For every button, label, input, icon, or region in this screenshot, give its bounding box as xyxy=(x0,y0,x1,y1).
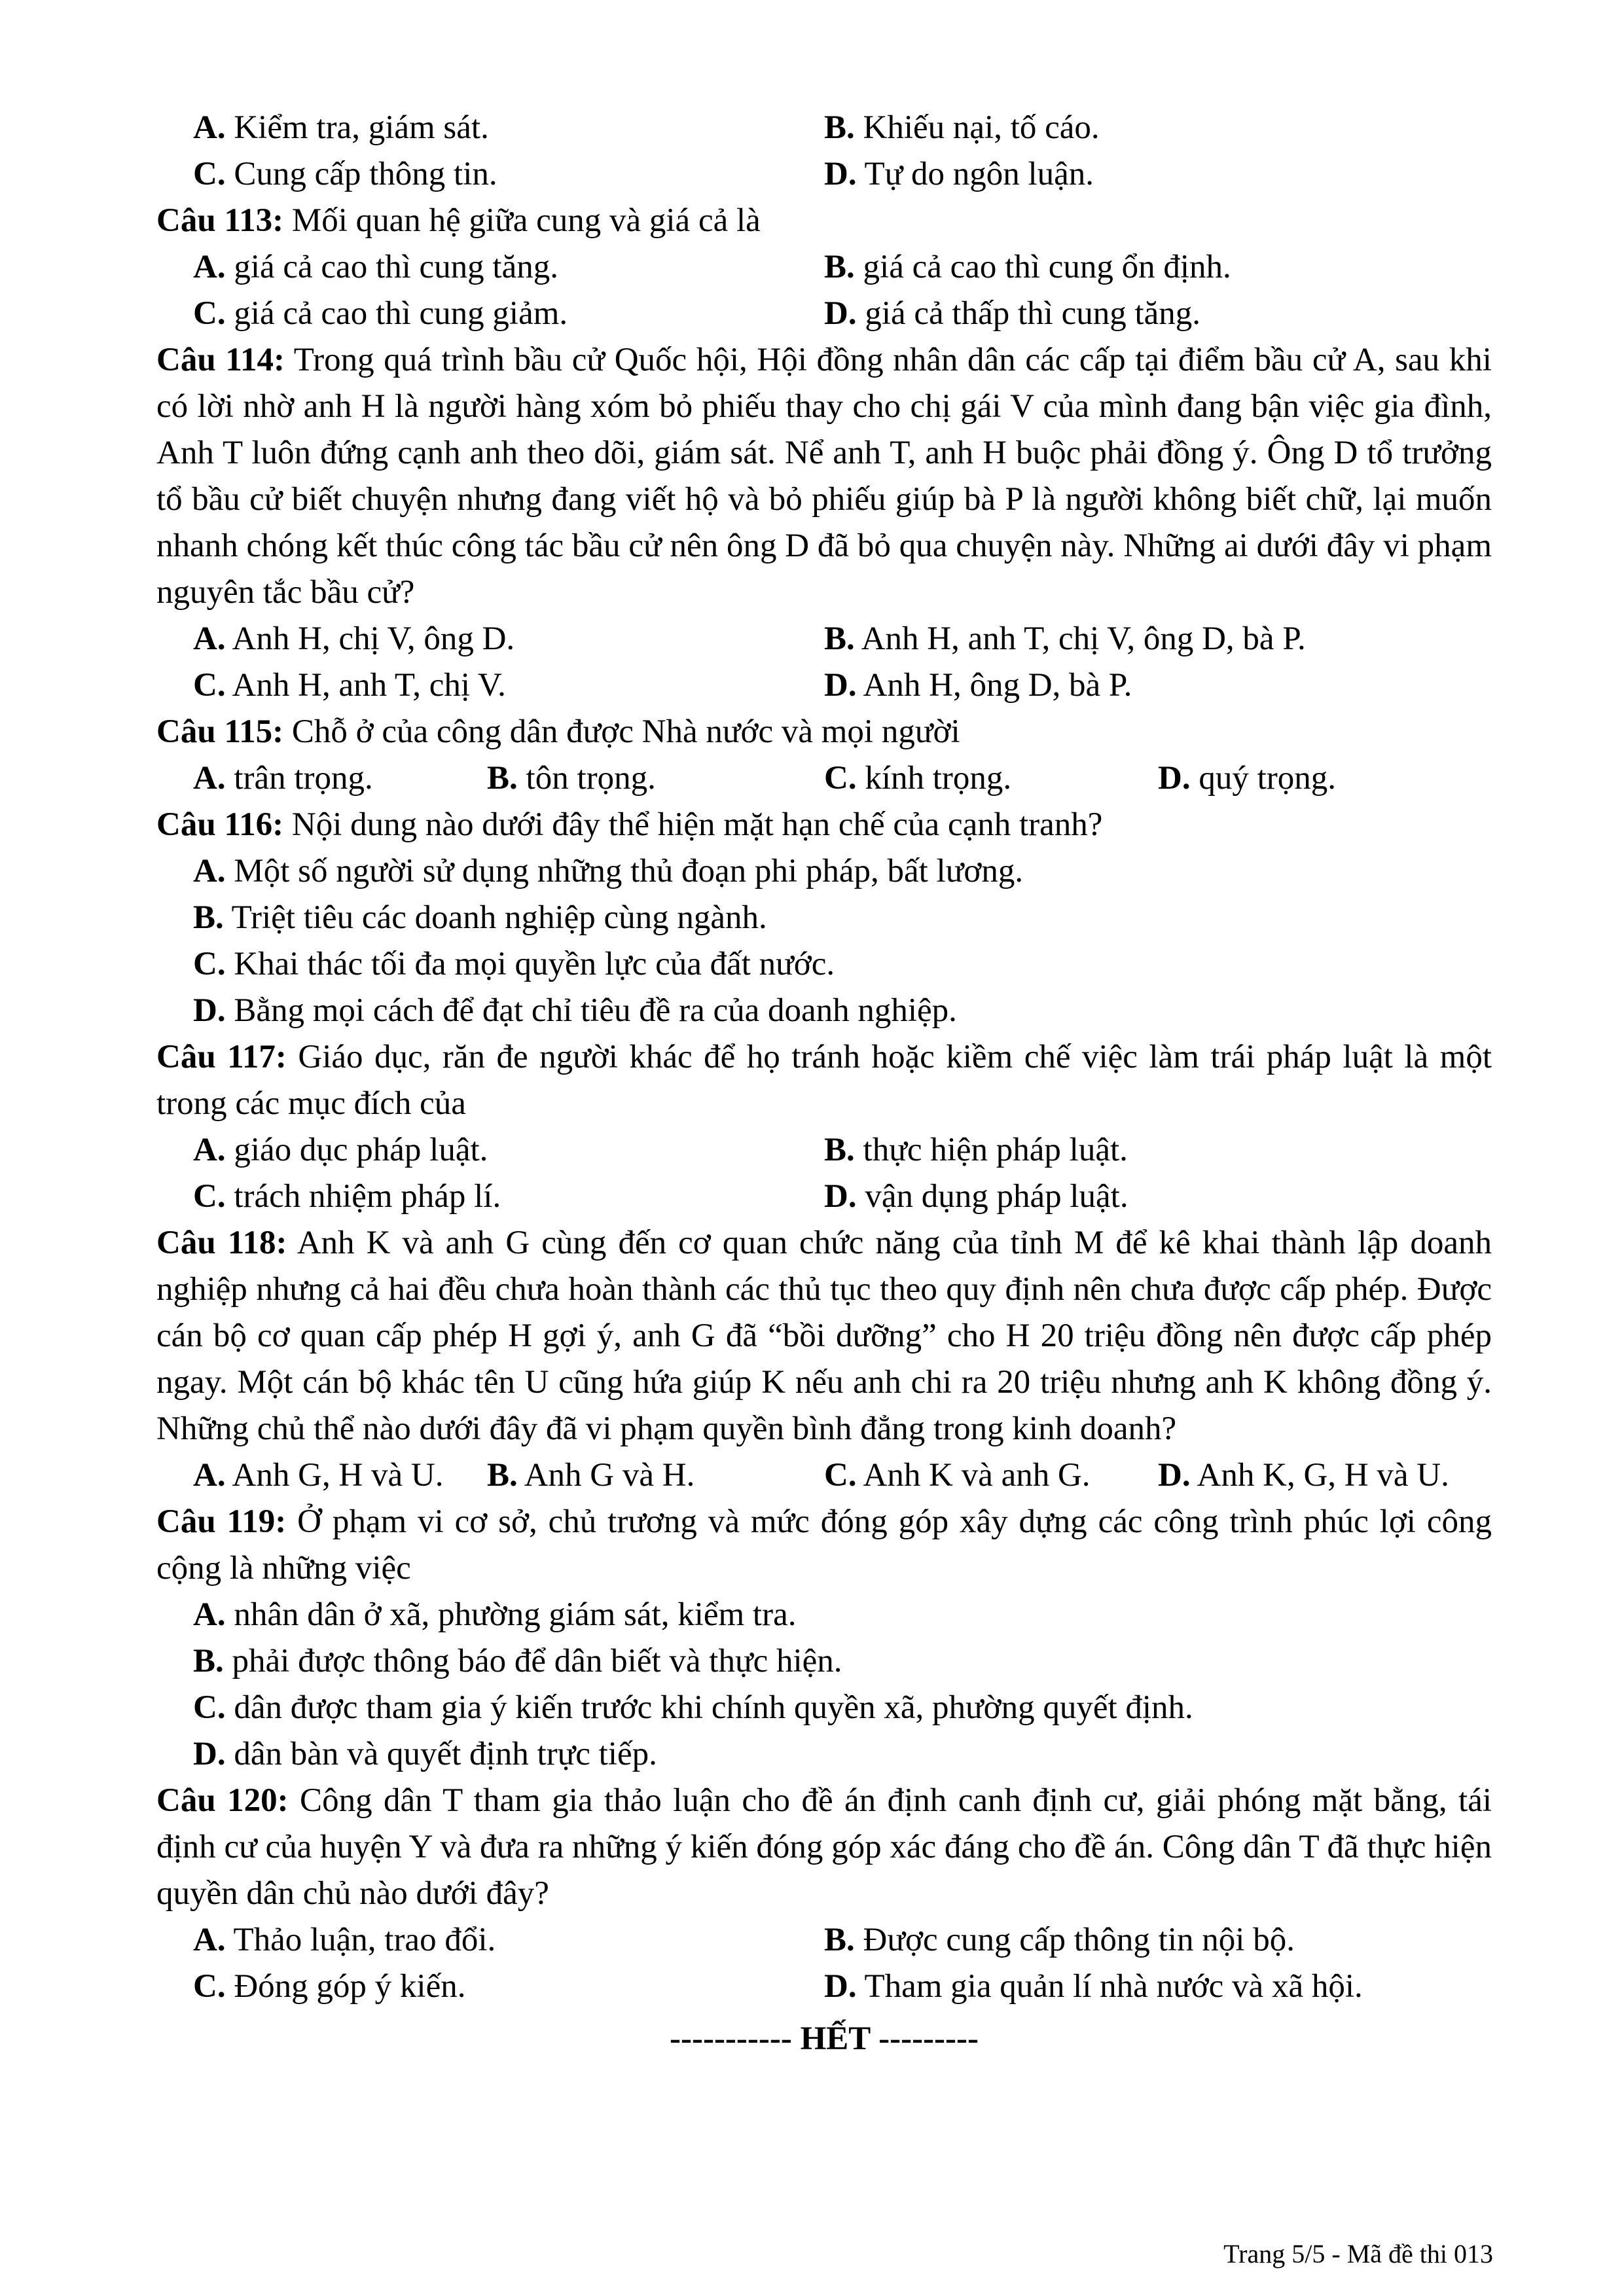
q113-option-b[interactable]: B. giá cả cao thì cung ổn định. xyxy=(824,249,1231,285)
q118-options xyxy=(156,1452,1492,1499)
q120-option-a[interactable]: A. Thảo luận, trao đổi. xyxy=(193,1922,496,1958)
q116-option-c[interactable]: C. Khai thác tối đa mọi quyền lực của đất nước. xyxy=(193,946,835,982)
q115-options xyxy=(156,755,1492,802)
q114-options xyxy=(156,616,1492,709)
q118-option-c[interactable]: C. Anh K và anh G. xyxy=(824,1457,1091,1494)
question-120: Câu 120: Công dân T tham gia thảo luận cho đề án định canh định cư, giải phóng mặt bằng, tái định cư của huyện Y và đưa ra những ý kiến đóng góp xác đáng cho đề án. Công dân T đã thực hiện quyền dân chủ nào dưới đây? xyxy=(156,1782,1492,1912)
question-116: Câu 116: Nội dung nào dưới đây thể hiện mặt hạn chế của cạnh tranh? xyxy=(156,806,1103,843)
q112-option-a[interactable]: A. Kiểm tra, giám sát. xyxy=(193,109,489,146)
q113-option-d[interactable]: D. giá cả thấp thì cung tăng. xyxy=(824,295,1201,332)
q113-option-c[interactable]: C. giá cả cao thì cung giảm. xyxy=(193,295,568,332)
q114-option-a[interactable]: A. Anh H, chị V, ông D. xyxy=(193,620,515,657)
q119-option-a[interactable]: A. nhân dân ở xã, phường giám sát, kiểm tra. xyxy=(193,1596,797,1633)
q113-option-a[interactable]: A. giá cả cao thì cung tăng. xyxy=(193,249,558,285)
q119-option-b[interactable]: B. phải được thông báo để dân biết và thực hiện. xyxy=(193,1643,842,1679)
q118-option-d[interactable]: D. Anh K, G, H và U. xyxy=(1158,1457,1449,1494)
q116-option-d[interactable]: D. Bằng mọi cách để đạt chỉ tiêu đề ra của doanh nghiệp. xyxy=(193,992,957,1029)
end-marker: ----------- HẾT --------- xyxy=(670,2020,979,2057)
question-113: Câu 113: Mối quan hệ giữa cung và giá cả là xyxy=(156,202,761,239)
q120-option-c[interactable]: C. Đóng góp ý kiến. xyxy=(193,1968,466,2005)
q120-option-d[interactable]: D. Tham gia quản lí nhà nước và xã hội. xyxy=(824,1968,1363,2005)
q112-options xyxy=(156,105,1492,198)
question-114: Câu 114: Trong quá trình bầu cử Quốc hội, Hội đồng nhân dân các cấp tại điểm bầu cử A, sau khi có lời nhờ anh H là người hàng xóm bỏ phiếu thay cho chị gái V của mình đang bận việc gia đình, Anh T luôn đứng cạnh anh theo dõi, giám sát. Nể anh T, anh H buộc phải đồng ý. Ông D tổ trưởng tổ bầu cử biết chuyện nhưng đang viết hộ và bỏ phiếu giúp bà P là người không biết chữ, lại muốn nhanh chóng kết thúc công tác bầu cử nên ông D đã bỏ qua chuyện này. Những ai dưới đây vi phạm nguyên tắc bầu cử? xyxy=(156,342,1492,611)
q115-option-d[interactable]: D. quý trọng. xyxy=(1158,760,1336,797)
q115-option-a[interactable]: A. trân trọng. xyxy=(193,760,373,797)
q112-option-d[interactable]: D. Tự do ngôn luận. xyxy=(824,156,1094,192)
q117-option-a[interactable]: A. giáo dục pháp luật. xyxy=(193,1132,488,1168)
q114-option-b[interactable]: B. Anh H, anh T, chị V, ông D, bà P. xyxy=(824,620,1306,657)
q116-options xyxy=(156,848,1492,1034)
question-115: Câu 115: Chỗ ở của công dân được Nhà nước và mọi người xyxy=(156,713,960,750)
q117-option-c[interactable]: C. trách nhiệm pháp lí. xyxy=(193,1178,501,1215)
q114-option-c[interactable]: C. Anh H, anh T, chị V. xyxy=(193,667,506,704)
page-footer: Trang 5/5 - Mã đề thi 013 xyxy=(1223,2239,1493,2269)
q114-option-d[interactable]: D. Anh H, ông D, bà P. xyxy=(824,667,1132,704)
question-118: Câu 118: Anh K và anh G cùng đến cơ quan chức năng của tỉnh M để kê khai thành lập doanh nghiệp nhưng cả hai đều chưa hoàn thành các thủ tục theo quy định nên chưa được cấp phép. Được cán bộ cơ quan cấp phép H gợi ý, anh G đã “bồi dưỡng” cho H 20 triệu đồng nên được cấp phép ngay. Một cán bộ khác tên U cũng hứa giúp K nếu anh chi ra 20 triệu nhưng anh K không đồng ý. Những chủ thể nào dưới đây đã vi phạm quyền bình đẳng trong kinh doanh? xyxy=(156,1225,1492,1447)
q119-option-c[interactable]: C. dân được tham gia ý kiến trước khi chính quyền xã, phường quyết định. xyxy=(193,1689,1193,1726)
q116-option-b[interactable]: B. Triệt tiêu các doanh nghiệp cùng ngành. xyxy=(193,899,767,936)
q117-options xyxy=(156,1127,1492,1220)
q112-option-c[interactable]: C. Cung cấp thông tin. xyxy=(193,156,497,192)
q117-option-b[interactable]: B. thực hiện pháp luật. xyxy=(824,1132,1128,1168)
question-117: Câu 117: Giáo dục, răn đe người khác để họ tránh hoặc kiềm chế việc làm trái pháp luật là một trong các mục đích của xyxy=(156,1039,1492,1122)
q116-option-a[interactable]: A. Một số người sử dụng những thủ đoạn phi pháp, bất lương. xyxy=(193,853,1024,889)
q119-option-d[interactable]: D. dân bàn và quyết định trực tiếp. xyxy=(193,1736,657,1772)
q119-options xyxy=(156,1592,1492,1778)
q112-option-b[interactable]: B. Khiếu nại, tố cáo. xyxy=(824,109,1100,146)
q118-option-a[interactable]: A. Anh G, H và U. xyxy=(193,1457,444,1494)
question-119: Câu 119: Ở phạm vi cơ sở, chủ trương và mức đóng góp xây dựng các công trình phúc lợi công cộng là những việc xyxy=(156,1503,1492,1587)
q113-options xyxy=(156,244,1492,337)
q115-option-b[interactable]: B. tôn trọng. xyxy=(487,760,656,797)
exam-page xyxy=(156,105,1492,2065)
q120-options xyxy=(156,1917,1492,2010)
q120-option-b[interactable]: B. Được cung cấp thông tin nội bộ. xyxy=(824,1922,1295,1958)
q115-option-c[interactable]: C. kính trọng. xyxy=(824,760,1012,797)
q117-option-d[interactable]: D. vận dụng pháp luật. xyxy=(824,1178,1128,1215)
q118-option-b[interactable]: B. Anh G và H. xyxy=(487,1457,695,1494)
